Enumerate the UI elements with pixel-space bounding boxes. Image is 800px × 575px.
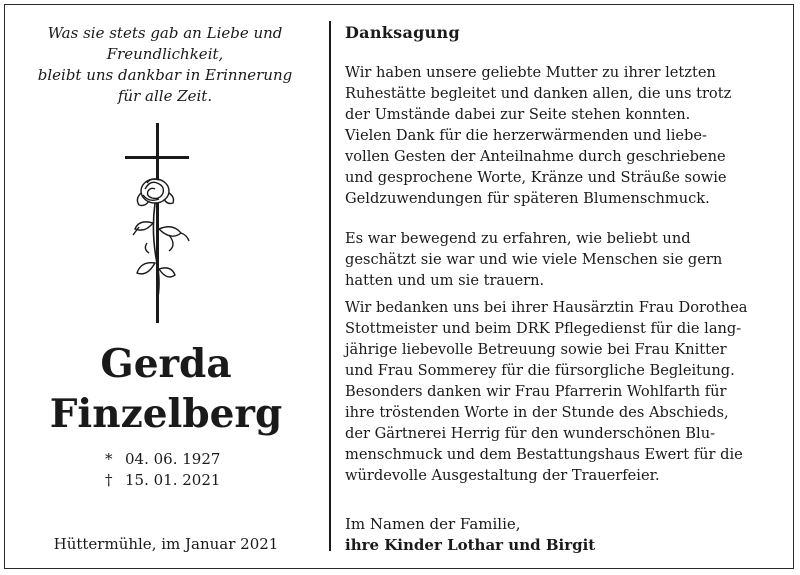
text-line: und Frau Sommerey für die fürsorgliche Begleitung.	[345, 362, 735, 379]
text-line: der Gärtnerei Herrig für den wunderschönen Blu-	[345, 425, 716, 442]
birth-date: 04. 06. 1927	[125, 450, 221, 468]
page-title: Danksagung	[345, 23, 460, 42]
text-line: Geldzuwendungen für späteren Blumenschmuck.	[345, 190, 710, 207]
text-line: Es war bewegend zu erfahren, wie beliebt und	[345, 230, 691, 247]
thanks-paragraph	[345, 297, 785, 486]
poem-line: für alle Zeit.	[117, 87, 213, 105]
birth-row	[105, 449, 265, 470]
text-line: würdevolle Ausgestaltung der Trauerfeier.	[345, 467, 660, 484]
text-line: Vielen Dank für die herzerwärmenden und liebe-	[345, 127, 707, 144]
memorial-poem	[15, 23, 315, 107]
thanks-paragraph	[345, 228, 785, 291]
death-date: 15. 01. 2021	[125, 471, 221, 489]
signoff-intro: Im Namen der Familie,	[345, 515, 521, 533]
cross-with-rose-icon	[125, 123, 197, 323]
life-dates	[105, 449, 265, 491]
text-line: Besonders danken wir Frau Pfarrerin Wohlfarth für	[345, 383, 727, 400]
poem-line: Was sie stets gab an Liebe und	[47, 24, 283, 42]
signoff-names: ihre Kinder Lothar und Birgit	[345, 536, 596, 554]
place-and-date: Hüttermühle, im Januar 2021	[53, 535, 279, 553]
text-line: und gesprochene Worte, Kränze und Sträuße sowie	[345, 169, 727, 186]
death-row	[105, 470, 265, 491]
text-line: Stottmeister und beim DRK Pflegedienst für die lang-	[345, 320, 742, 337]
obituary-notice	[4, 4, 794, 569]
text-line: vollen Gesten der Anteilnahme durch geschriebene	[345, 148, 726, 165]
text-line: Wir haben unsere geliebte Mutter zu ihrer letzten	[345, 64, 716, 81]
right-column	[345, 5, 785, 568]
death-symbol: †	[105, 471, 113, 489]
text-line: jährige liebevolle Betreuung sowie bei Frau Knitter	[345, 341, 727, 358]
column-divider	[329, 21, 331, 551]
text-line: ihre tröstenden Worte in der Stunde des Abschieds,	[345, 404, 729, 421]
thanks-paragraph	[345, 62, 785, 209]
text-line: hatten und um sie trauern.	[345, 272, 545, 289]
poem-line: bleibt uns dankbar in Erinnerung	[37, 66, 293, 84]
text-line: menschmuck und dem Bestattungshaus Ewert für die	[345, 446, 743, 463]
left-column	[5, 5, 327, 568]
deceased-first-name: Gerda	[100, 341, 232, 387]
poem-line: Freundlichkeit,	[106, 45, 224, 63]
birth-symbol: *	[105, 450, 113, 468]
text-line: Ruhestätte begleitet und danken allen, die uns trotz	[345, 85, 732, 102]
deceased-last-name: Finzelberg	[49, 391, 283, 437]
text-line: der Umstände dabei zur Seite stehen konnten.	[345, 106, 691, 123]
text-line: geschätzt sie war und wie viele Menschen sie gern	[345, 251, 723, 268]
text-line: Wir bedanken uns bei ihrer Hausärztin Frau Dorothea	[345, 299, 748, 316]
